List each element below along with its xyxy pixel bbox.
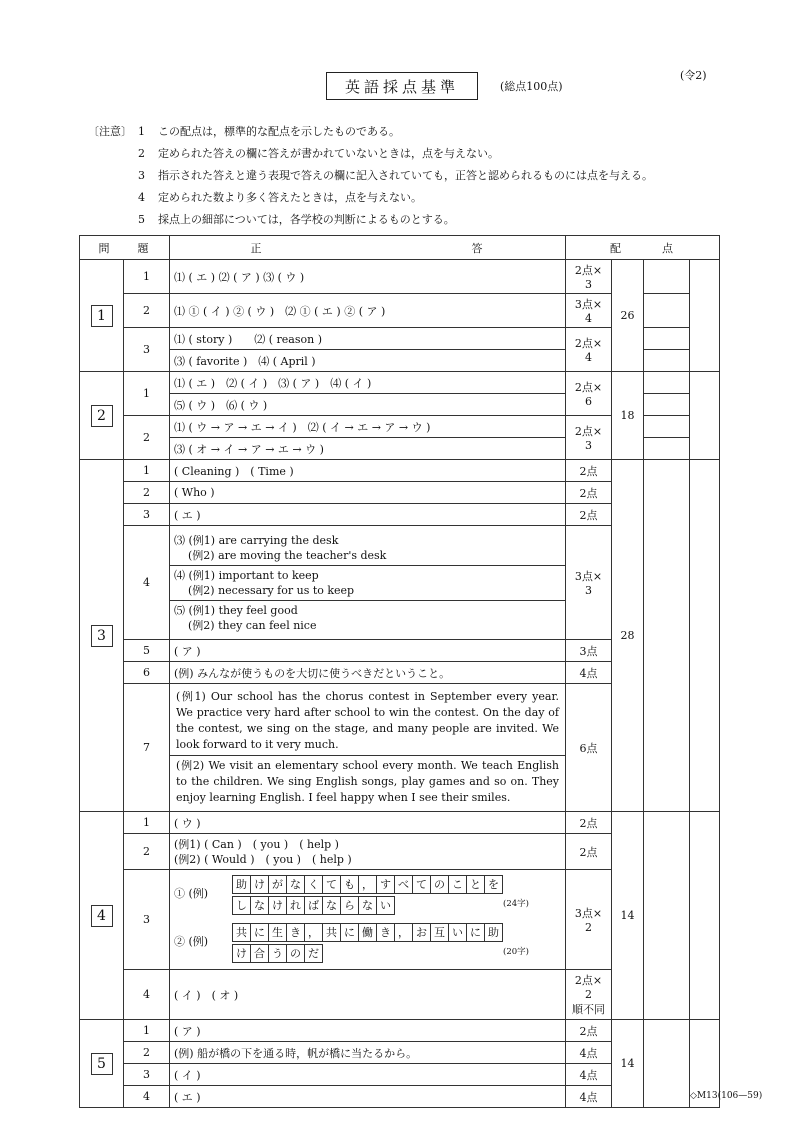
answer: ( イ ) ( オ ) — [170, 970, 566, 1020]
grid-cell: な — [359, 896, 377, 914]
answer: ( Who ) — [170, 482, 566, 504]
sub-number: 6 — [124, 662, 170, 684]
footer-code: ◇M13(106—59) — [690, 1091, 763, 1101]
grid-cell: こ — [449, 875, 467, 893]
grid-cell: け — [233, 944, 251, 962]
answer-grid — [232, 944, 323, 963]
points: 4点 — [566, 1086, 612, 1108]
sub-number: 2 — [124, 1042, 170, 1064]
answer: ( エ ) — [170, 1086, 566, 1108]
grid-cell: べ — [395, 875, 413, 893]
grid-cell: 互 — [431, 923, 449, 941]
notes — [88, 121, 653, 231]
points: 2点 — [566, 460, 612, 482]
points: 3点× 3 — [566, 526, 612, 640]
grid-cell: う — [269, 944, 287, 962]
note-text: 定められた答えの欄に答えが書かれていないときは，点を与えない。 — [158, 147, 499, 160]
answer: ⑴ ( story ) ⑵ ( reason ) — [170, 328, 566, 350]
answer: ⑴ ( ウ → ア → エ → イ ) ⑵ ( イ → エ → ア → ウ ) — [170, 416, 566, 438]
sub-number: 3 — [124, 504, 170, 526]
points: 3点 — [566, 640, 612, 662]
sub-number: 2 — [124, 482, 170, 504]
grid-cell: お — [413, 923, 431, 941]
points: 2点× 3 — [566, 416, 612, 460]
page-title: 英語採点基準 — [326, 72, 478, 100]
points: 4点 — [566, 1042, 612, 1064]
answer: ⑴ ① ( イ ) ② ( ウ ) ⑵ ① ( エ ) ② ( ア ) — [170, 294, 566, 328]
answer: ( イ ) — [170, 1064, 566, 1086]
answer: ( Cleaning ) ( Time ) — [170, 460, 566, 482]
points-note: 順不同 — [572, 1003, 605, 1016]
doc-code: (令2) — [680, 69, 707, 82]
answer: ⑸ ( ウ ) ⑹ ( ウ ) — [170, 394, 566, 416]
grid-cell: な — [251, 896, 269, 914]
answer: ⑷ (例1) important to keep — [174, 568, 319, 582]
grid-cell: す — [377, 875, 395, 893]
sub-number: 4 — [124, 970, 170, 1020]
grid-cell: く — [305, 875, 323, 893]
points: 4点 — [566, 1064, 612, 1086]
answer: ⑶ ( favorite ) ⑷ ( April ) — [170, 350, 566, 372]
grid-cell: だ — [305, 944, 323, 962]
answer: ( エ ) — [170, 504, 566, 526]
grid-cell: 生 — [269, 923, 287, 941]
grid-cell: き — [377, 923, 395, 941]
sub-number: 1 — [124, 812, 170, 834]
grid-cell: け — [251, 875, 269, 893]
essay-example: (例1) Our school has the chorus contest in September every year. We practice very hard after school to win the contest. On the day of the contest, we sing on the stage, and many people are invited. We look forward to it very much. — [176, 690, 559, 751]
sub-number: 1 — [124, 460, 170, 482]
grid-cell: ば — [305, 896, 323, 914]
points: 2点× 4 — [566, 328, 612, 372]
total-points: (総点100点) — [500, 80, 563, 93]
answer: (例) 船が橋の下を通る時，帆が橋に当たるから。 — [170, 1042, 566, 1064]
answer-grid — [232, 896, 395, 915]
question-number: 1 — [91, 305, 113, 327]
answer: (例) みんなが使うものを大切に使うべきだということ。 — [170, 662, 566, 684]
note-num: 2 — [138, 147, 145, 160]
answer: ( ア ) — [170, 640, 566, 662]
char-count: (20字) — [503, 946, 529, 957]
points: 2点 — [566, 504, 612, 526]
note-text: この配点は，標準的な配点を示したものである。 — [158, 125, 400, 138]
sub-number: 2 — [124, 834, 170, 870]
header-points: 配 点 — [566, 236, 720, 260]
grid-cell: 助 — [485, 923, 503, 941]
example-label: ① (例) — [174, 886, 209, 900]
notes-label: 〔注意〕 — [88, 125, 132, 138]
points: 3点× 2 — [566, 870, 612, 970]
points: 2点× 2 — [574, 974, 603, 1001]
scoring-table — [79, 235, 720, 1108]
grid-cell: て — [323, 875, 341, 893]
answer: (例2) they can feel nice — [188, 618, 317, 632]
note-text: 定められた数より多く答えたときは，点を与えない。 — [158, 191, 422, 204]
grid-cell: に — [341, 923, 359, 941]
grid-cell: 助 — [233, 875, 251, 893]
grid-cell: ， — [359, 875, 377, 893]
answer-grid — [232, 923, 503, 942]
char-count: (24字) — [503, 898, 529, 909]
note-num: 3 — [138, 169, 145, 182]
answer: ⑶ (例1) are carrying the desk — [174, 533, 339, 547]
answer: (例1) ( Can ) ( you ) ( help ) — [174, 837, 339, 851]
sub-number: 4 — [124, 1086, 170, 1108]
grid-cell: 働 — [359, 923, 377, 941]
grid-cell: い — [377, 896, 395, 914]
sub-number: 3 — [124, 1064, 170, 1086]
answer: ( ア ) — [170, 1020, 566, 1042]
section-total: 14 — [612, 1020, 644, 1108]
grid-cell: し — [233, 896, 251, 914]
sub-number: 3 — [124, 328, 170, 372]
answer: ⑸ (例1) they feel good — [174, 603, 298, 617]
grid-cell: け — [269, 896, 287, 914]
answer: ⑴ ( エ ) ⑵ ( イ ) ⑶ ( ア ) ⑷ ( イ ) — [170, 372, 566, 394]
grid-cell: が — [269, 875, 287, 893]
grid-cell: な — [323, 896, 341, 914]
question-number: 5 — [91, 1053, 113, 1075]
sub-number: 4 — [124, 526, 170, 640]
sub-number: 1 — [124, 372, 170, 416]
section-total: 18 — [612, 372, 644, 460]
note-num: 1 — [138, 125, 145, 138]
points: 3点× 4 — [566, 294, 612, 328]
grid-cell: い — [449, 923, 467, 941]
sub-number: 7 — [124, 684, 170, 812]
points: 2点 — [566, 834, 612, 870]
grid-cell: 共 — [233, 923, 251, 941]
points: 6点 — [566, 684, 612, 812]
grid-cell: れ — [287, 896, 305, 914]
example-label: ② (例) — [174, 934, 209, 948]
note-text: 指示された答えと違う表現で答えの欄に記入されていても，正答と認められるものには点を与える。 — [158, 169, 653, 182]
sub-number: 5 — [124, 640, 170, 662]
grid-cell: ， — [305, 923, 323, 941]
grid-cell: 合 — [251, 944, 269, 962]
answer: (例2) are moving the teacher's desk — [188, 548, 387, 562]
grid-cell: 共 — [323, 923, 341, 941]
note-num: 4 — [138, 191, 145, 204]
note-num: 5 — [138, 213, 145, 226]
sub-number: 3 — [124, 870, 170, 970]
grid-cell: ら — [341, 896, 359, 914]
points: 2点× 6 — [566, 372, 612, 416]
sub-number: 1 — [124, 260, 170, 294]
section-total: 28 — [612, 460, 644, 812]
grid-cell: の — [287, 944, 305, 962]
grid-cell: て — [413, 875, 431, 893]
section-total: 14 — [612, 812, 644, 1020]
answer: ⑶ ( オ → イ → ア → エ → ウ ) — [170, 438, 566, 460]
question-number: 2 — [91, 405, 113, 427]
answer: ⑴ ( エ ) ⑵ ( ア ) ⑶ ( ウ ) — [170, 260, 566, 294]
grid-cell: ， — [395, 923, 413, 941]
question-number: 3 — [91, 625, 113, 647]
points: 2点 — [566, 482, 612, 504]
answer-grid — [232, 875, 503, 894]
question-number: 4 — [91, 905, 113, 927]
answer: (例2) ( Would ) ( you ) ( help ) — [174, 852, 352, 866]
sub-number: 2 — [124, 294, 170, 328]
sub-number: 1 — [124, 1020, 170, 1042]
answer: (例2) necessary for us to keep — [188, 583, 355, 597]
note-text: 採点上の細部については，各学校の判断によるものとする。 — [158, 213, 455, 226]
grid-cell: に — [251, 923, 269, 941]
essay-example: (例2) We visit an elementary school every month. We teach English to the children. We sing English songs, play games and so on. They enjoy learning English. I feel happy when I see their smiles. — [170, 755, 565, 808]
points: 4点 — [566, 662, 612, 684]
sub-number: 2 — [124, 416, 170, 460]
grid-cell: と — [467, 875, 485, 893]
points: 2点 — [566, 1020, 612, 1042]
points: 2点 — [566, 812, 612, 834]
section-total: 26 — [612, 260, 644, 372]
grid-cell: の — [431, 875, 449, 893]
grid-cell: な — [287, 875, 305, 893]
header-answer: 正 答 — [170, 236, 566, 260]
header-question: 問 題 — [80, 236, 170, 260]
grid-cell: を — [485, 875, 503, 893]
grid-cell: も — [341, 875, 359, 893]
grid-cell: に — [467, 923, 485, 941]
grid-cell: き — [287, 923, 305, 941]
points: 2点× 3 — [566, 260, 612, 294]
answer: ( ウ ) — [170, 812, 566, 834]
